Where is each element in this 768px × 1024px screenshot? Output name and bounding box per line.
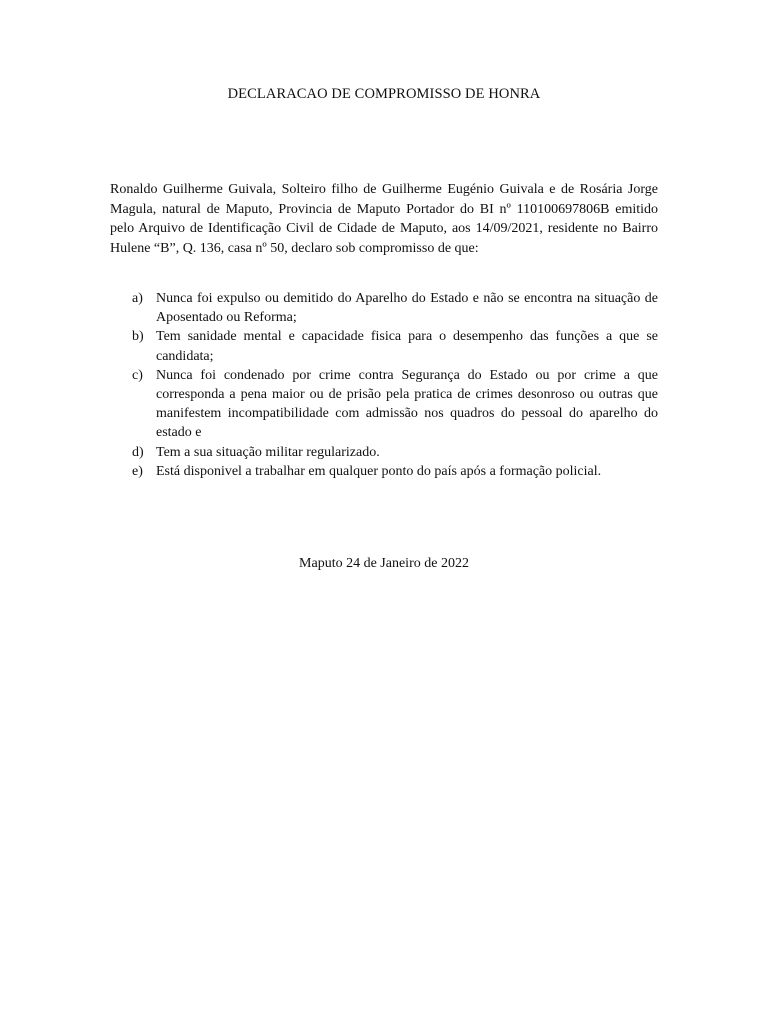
- list-item-text: Tem sanidade mental e capacidade fisica para o desempenho das funções a que se candidata;: [156, 329, 658, 364]
- document-title: DECLARACAO DE COMPROMISSO DE HONRA: [227, 86, 541, 102]
- list-item-text: Está disponivel a trabalhar em qualquer ponto do país após a formação policial.: [156, 463, 602, 479]
- list-item: [110, 289, 658, 327]
- list-item: [110, 327, 658, 365]
- list-marker: b): [132, 329, 144, 345]
- list-item: [110, 443, 658, 462]
- list-marker: a): [132, 291, 143, 306]
- list-marker: c): [132, 367, 143, 383]
- list-item: [110, 462, 658, 481]
- date-line: Maputo 24 de Janeiro de 2022: [299, 556, 469, 571]
- list-item-text: Nunca foi condenado por crime contra Segurança do Estado ou por crime a que corresponda a pena maior ou de prisão pela pratica de crimes desonroso ou outras que manifestem incompatibilidade com admissão nos quadros do pessoal do aparelho do estado e: [156, 367, 658, 441]
- list-marker: d): [132, 444, 144, 460]
- list-item-text: Nunca foi expulso ou demitido do Aparelho do Estado e não se encontra na situação de Aposentado ou Reforma;: [156, 291, 658, 326]
- list-item: [110, 366, 658, 443]
- commitment-list: [110, 289, 658, 481]
- list-marker: e): [132, 463, 143, 479]
- declaration-intro: Ronaldo Guilherme Guivala, Solteiro filho de Guilherme Eugénio Guivala e de Rosária Jorge Magula, natural de Maputo, Provincia de Maputo Portador do BI nº 110100697806B emitido pelo Arquivo de Identificação Civil de Cidade de Maputo, aos 14/09/2021, residente no Bairro Hulene “B”, Q. 136, casa nº 50, declaro sob compromisso de que:: [110, 182, 658, 256]
- list-item-text: Tem a sua situação militar regularizado.: [156, 444, 380, 460]
